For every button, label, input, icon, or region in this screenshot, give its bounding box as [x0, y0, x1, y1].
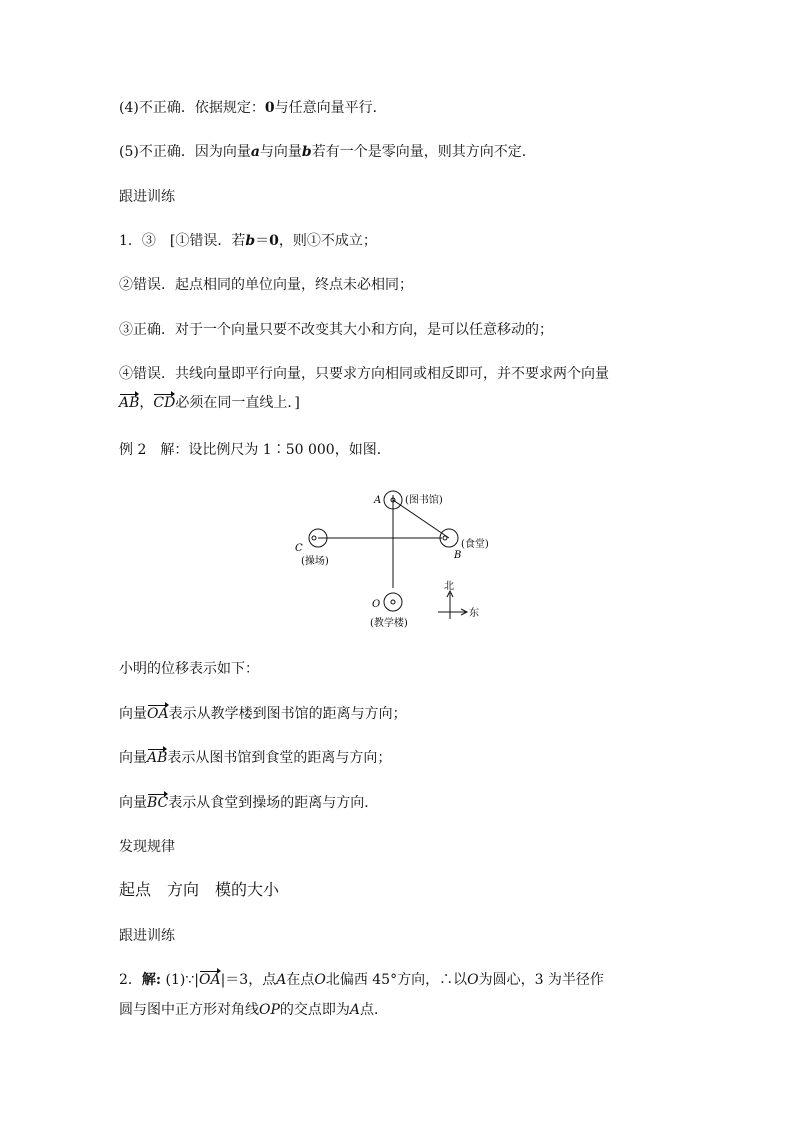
point-b-dot: [443, 536, 447, 540]
example-2-line: 例 2 解：设比例尺为 1∶50 000，如图．: [119, 442, 391, 458]
label-teaching-building: (教学楼): [370, 618, 408, 629]
line-4: (4)不正确．依据规定：0与任意向量平行．: [119, 100, 387, 116]
heading-follow-up-2: 跟进训练: [119, 928, 175, 944]
point-o-circle: [384, 593, 402, 611]
vector-oa-line: 向量OA表示从教学楼到图书馆的距离与方向；: [119, 706, 407, 722]
heading-follow-up-1: 跟进训练: [119, 189, 175, 205]
label-o: O: [372, 599, 381, 610]
label-a: A: [374, 495, 382, 506]
vector-ab: AB: [119, 395, 140, 411]
vector-ab-line: 向量AB表示从图书馆到食堂的距离与方向；: [119, 750, 392, 766]
label-library: (图书馆): [405, 495, 443, 506]
answer-2-line-2: 圆与图中正方形对角线OP的交点即为A点．: [119, 1002, 389, 1018]
label-east: 东: [469, 608, 479, 619]
line-5: (5)不正确．因为向量a与向量b若有一个是零向量，则其方向不定．: [119, 144, 536, 160]
label-c: C: [295, 543, 303, 554]
answer-1-item-4: ④错误．共线向量即平行向量，只要求方向相同或相反即可，并不要求两个向量: [119, 366, 609, 382]
xiaoming-displacement-intro: 小明的位移表示如下：: [119, 661, 259, 677]
vector-oa: OA: [147, 706, 169, 722]
answer-1-line: 1．③ [①错误．若b＝0，则①不成立；: [119, 233, 377, 249]
answer-1-item-3: ③正确．对于一个向量只要不改变其大小和方向，是可以任意移动的；: [119, 322, 553, 338]
answer-1-item-4-cont: AB，CD必须在同一直线上．]: [119, 395, 300, 411]
label-playground: (操场): [301, 556, 329, 567]
label-b: B: [454, 550, 462, 561]
rule-summary: 起点 方向 模的大小: [119, 880, 280, 899]
campus-map-figure: [290, 485, 490, 635]
point-c-dot: [312, 536, 316, 540]
point-o-dot: [391, 600, 395, 604]
answer-1-item-2: ②错误．起点相同的单位向量，终点未必相同；: [119, 277, 413, 293]
vector-bc: BC: [147, 795, 169, 811]
answer-2-line-1: 2．解: (1)∵|OA|＝3，点A在点O北偏西 45°方向，∴以O为圆心，3 为半径作: [119, 972, 604, 988]
vector-cd: CD: [153, 395, 176, 411]
vector-ab-2: AB: [147, 750, 168, 766]
vector-oa-2: OA: [199, 972, 221, 988]
vector-bc-line: 向量BC表示从食堂到操场的距离与方向．: [119, 795, 379, 811]
heading-find-rule: 发现规律: [119, 839, 175, 855]
label-canteen: (食堂): [461, 539, 489, 550]
label-north: 北: [444, 581, 454, 592]
